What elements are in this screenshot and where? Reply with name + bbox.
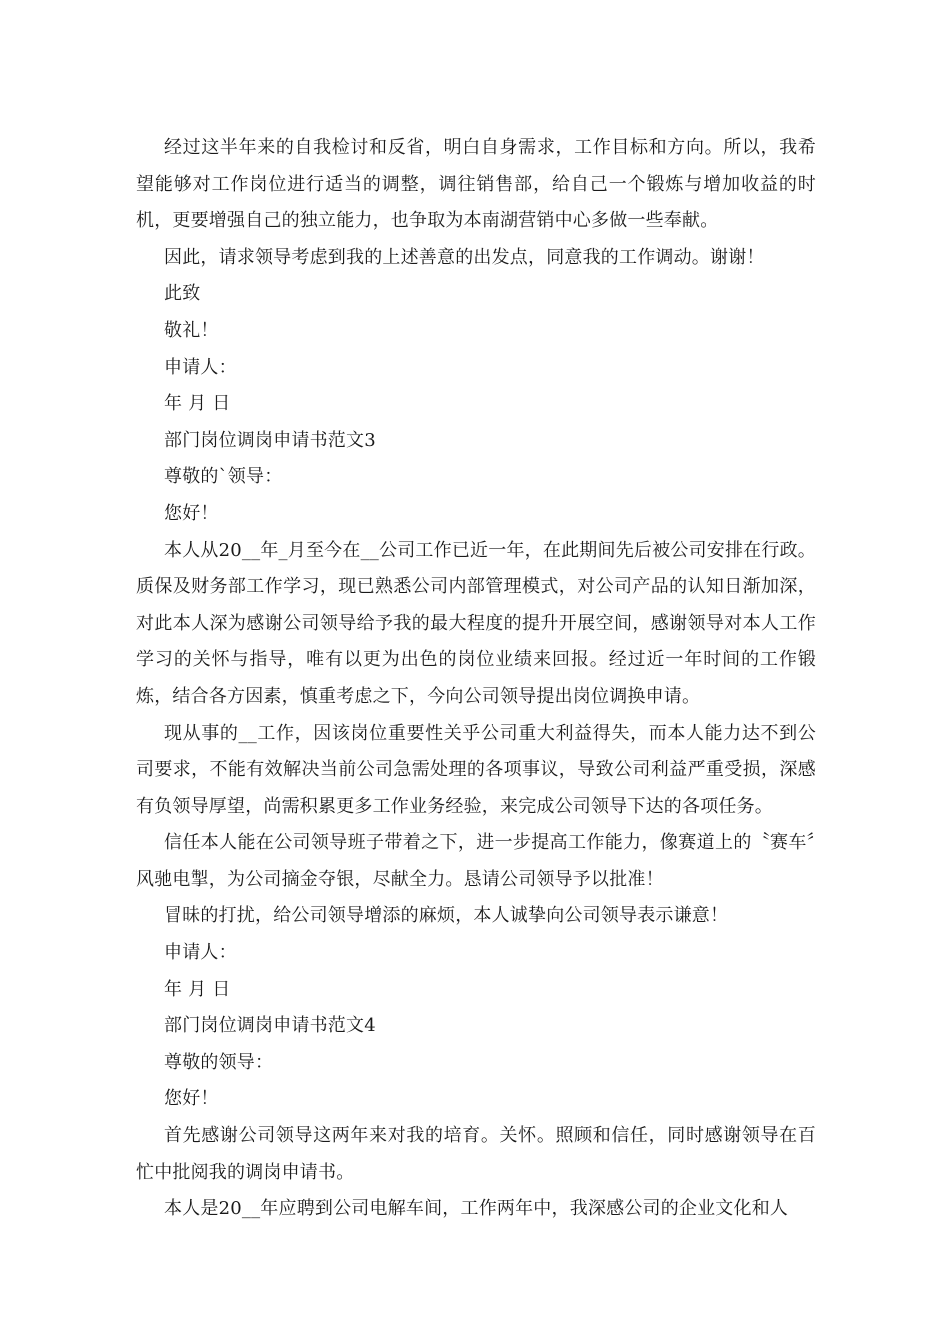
salutation: 尊敬的领导： [164, 1051, 274, 1073]
closing-jingli: 敬礼！ [164, 319, 219, 341]
applicant-label: 申请人： [164, 356, 237, 378]
paragraph-request: 因此，请求领导考虑到我的上述善意的出发点，同意我的工作调动。谢谢！ [164, 246, 765, 268]
paragraph-background: 本人从20__年_月至今在__公司工作已近一年，在此期间先后被公司安排在行政。质保及财务部工作学习，现已熟悉公司内部管理模式，对公司产品的认知日渐加深，对此本人深为感谢公司领导给予我的最大程度的提升开展空间，感谢领导对本人工作学习的关怀与指导，唯有以更为出色的岗位业绩来回报。经过近一年时间的工作锻炼，结合各方因素，慎重考虑之下，今向公司领导提出岗位调换申请。 [136, 539, 816, 707]
salutation: 尊敬的`领导： [164, 466, 283, 488]
closing-cizhi: 此致 [164, 283, 201, 305]
paragraph-apology: 冒昧的打扰，给公司领导增添的麻烦，本人诚挚向公司领导表示谦意！ [164, 905, 729, 927]
section-heading-3: 部门岗位调岗申请书范文3 [164, 429, 376, 451]
document-body [136, 130, 816, 1228]
date-line: 年 月 日 [164, 978, 231, 1000]
paragraph-intro: 本人是20__年应聘到公司电解车间，工作两年中，我深感公司的企业文化和人 [164, 1198, 789, 1220]
date-line: 年 月 日 [164, 393, 231, 415]
paragraph-self-review: 经过这半年来的自我检讨和反省，明白自身需求，工作目标和方向。所以，我希望能够对工作岗位进行适当的调整，调往销售部，给自己一个锻炼与增加收益的时机，更要增强自己的独立能力，也争取为本南湖营销中心多做一些奉献。 [136, 137, 816, 232]
paragraph-thanks: 首先感谢公司领导这两年来对我的培育。关怀。照顾和信任，同时感谢领导在百忙中批阅我的调岗申请书。 [136, 1125, 816, 1183]
paragraph-current-role: 现从事的__工作，因该岗位重要性关乎公司重大利益得失，而本人能力达不到公司要求，不能有效解决当前公司急需处理的各项事议，导致公司利益严重受损，深感有负领导厚望，尚需积累更多工作业务经验，来完成公司领导下达的各项任务。 [136, 722, 816, 817]
section-heading-4: 部门岗位调岗申请书范文4 [164, 1015, 376, 1037]
applicant-label: 申请人： [164, 942, 237, 964]
greeting: 您好！ [164, 502, 219, 524]
greeting: 您好！ [164, 1088, 219, 1110]
paragraph-commitment: 信任本人能在公司领导班子带着之下，进一步提高工作能力，像赛道上的〝赛车〞风驰电掣，为公司摘金夺银，尽献全力。恳请公司领导予以批准！ [136, 832, 816, 890]
